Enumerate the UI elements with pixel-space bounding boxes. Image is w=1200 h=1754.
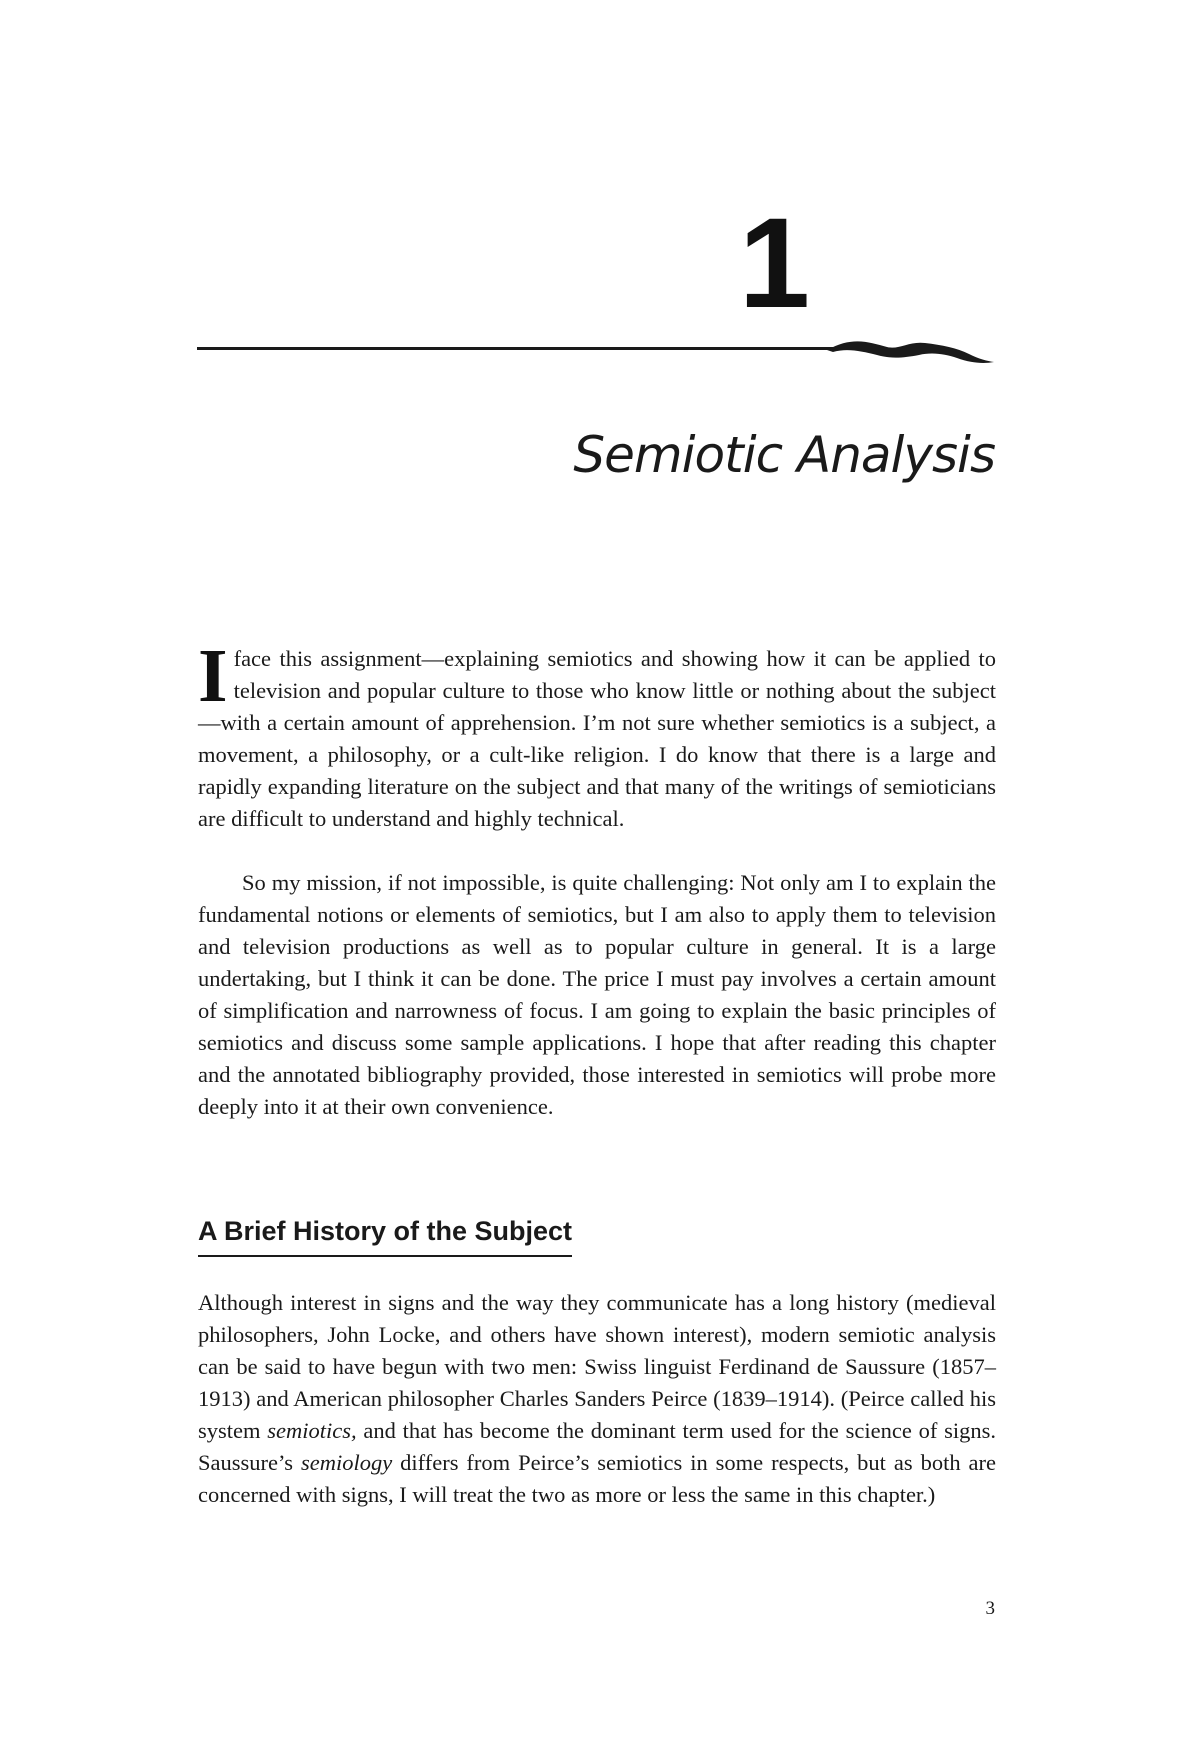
chapter-title: Semiotic Analysis — [573, 426, 995, 484]
intro-paragraph-1-text: face this assignment—explaining semiotics and showing how it can be applied to television and popular culture to those who know little or nothing about the subject—with a certain amount of apprehension. I’m not sure whether semiotics is a subject, a movement, a philosophy, or a cult-like religion. I do know that there is a large and rapidly expanding literature on the subject and that many of the writings of semioticians are difficult to understand and highly technical. — [198, 646, 996, 831]
intro-paragraph-2: So my mission, if not impossible, is quite challenging: Not only am I to explain the fundamental notions or elements of semiotics, but I am also to apply them to television and television productions as well as to popular culture in general. It is a large undertaking, but I think it can be done. The price I must pay involves a certain amount of simplification and narrowness of focus. I am going to explain the basic principles of semiotics and discuss some sample applications. I hope that after reading this chapter and the annotated bibliography provided, those interested in semiotics will probe more deeply into it at their own convenience. — [198, 870, 996, 1119]
chapter-number: 1 — [738, 192, 810, 335]
chapter-ornament-rule — [197, 328, 997, 368]
page-number: 3 — [985, 1598, 995, 1619]
intro-paragraph-1 — [198, 634, 996, 835]
section-heading: A Brief History of the Subject — [198, 1213, 572, 1257]
history-paragraph-text-a: Although interest in signs and the way they communicate has a long history (medieval philosophers, John Locke, and others have shown interest), modern semiotic analysis can be said to have begun with two men: Swiss linguist Ferdinand de Saussure (1857–1913) and American philosopher Charles Sanders Peirce (1839–1914). (Peirce called his system — [198, 1290, 996, 1443]
history-paragraph-text-b: and that has become the dominant term used for the science of signs. Saussure’s — [198, 1418, 996, 1475]
term-semiotics: semiotics, — [267, 1418, 357, 1443]
history-paragraph-text-c: differs from Peirce’s semiotics in some respects, but as both are concerned with signs, I will treat the two as more or less the same in this chapter.) — [198, 1450, 996, 1507]
term-semiology: semiology — [300, 1450, 393, 1475]
drop-cap: I — [198, 634, 228, 718]
history-paragraph — [198, 1287, 996, 1511]
